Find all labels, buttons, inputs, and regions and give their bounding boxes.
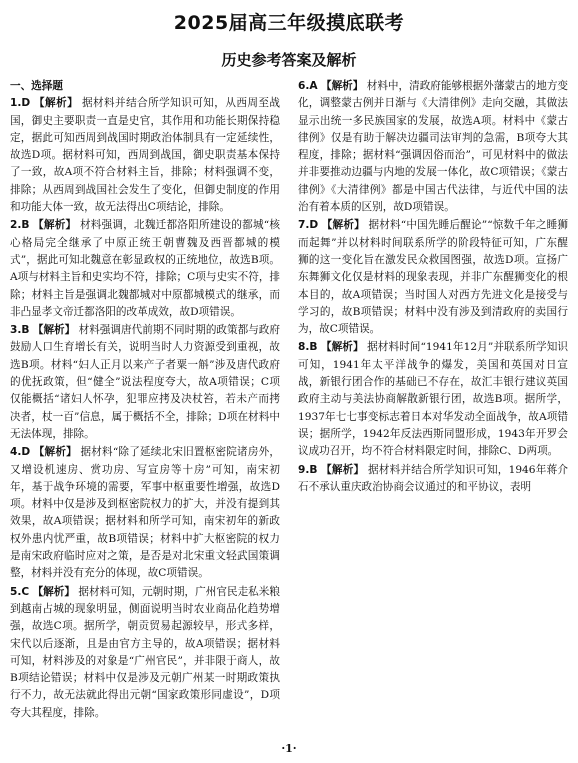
question-4 (10, 444, 280, 582)
question-explanation: 材料强调，北魏迁都洛阳所建设的都城“核心格局完全继承了中原正统王朝曹魏及西晋都城的模式”，据此可知北魏意在彰显政权的正统地位，故选B项。A项与材料主旨和史实均不符，排除；C项与史实不符，排除；材料主旨是强调北魏都城对中原都城模式的继承，而非凸显孝文帝迁都洛阳的改革成效，故D项错误。 (10, 219, 281, 318)
analysis-tag: 【解析】 (32, 324, 76, 337)
question-number: 6.A (298, 80, 318, 92)
question-7 (298, 217, 568, 338)
question-number: 1.D (10, 97, 31, 110)
analysis-tag: 【解析】 (321, 219, 365, 232)
question-number: 3.B (10, 324, 30, 337)
analysis-tag: 【解析】 (33, 446, 77, 459)
question-1 (10, 95, 280, 216)
exam-title: 2025届高三年级摸底联考 (173, 12, 405, 34)
question-number: 4.D (10, 446, 31, 459)
question-number: 7.D (298, 219, 319, 232)
question-8 (298, 339, 568, 460)
answer-columns (10, 78, 568, 722)
left-column (10, 78, 280, 722)
page-number: ·1· (281, 742, 297, 755)
question-explanation: 据材料可知，元朝时期，广州官民走私米粮到越南占城的现象明显，侧面说明当时农业商品化趋势增强，故选C项。据所学，朝贡贸易起源较早，形式多样，宋代以后逐渐，且是由官方主导的，故A项错误；据材料可知，材料涉及的对象是“广州官民”，并非限于商人，故B项结论错误；材料中仅是涉及元朝广州某一时期政策执行不力，故无法就此得出元朝“国家政策形同虚设”，D项夸大其程度，排除。 (10, 585, 281, 719)
analysis-tag: 【解析】 (320, 341, 364, 354)
question-number: 9.B (298, 463, 318, 476)
right-column (298, 78, 568, 722)
analysis-tag: 【解析】 (320, 80, 364, 92)
question-number: 8.B (298, 341, 318, 354)
section-heading: 一、选择题 (10, 80, 63, 92)
question-3 (10, 322, 280, 443)
question-explanation: 据材料并结合所学知识可知，从西周至战国，御史主要职责一直是史官，其作用和功能长期保持稳定，据此可知西周到战国时期政治体制具有一定延续性，故选D项。据材料可知，西周到战国，御史职责基本保持了一致，故A项不符合材料主旨，排除；材料强调不变，排除；从西周到战国社会发生了变化，但御史制度的作用和功能大体一致，故无法得出C项结论，排除。 (10, 97, 281, 214)
question-2 (10, 217, 280, 321)
question-explanation: 据材料“中国先睡后醒论”“惊数千年之睡狮而起舞”并以材料时间联系所学的阶段特征可知，广东醒狮的这一变化旨在激发民众救国图强，故选D项。宣扬广东舞狮文化仅是材料的现象表现，并非广东醒狮变化的根本目的，故A项错误；当时国人对西方先进文化是接受与学习的，故B项错误；材料中没有涉及到清政府的卖国行为，故C项错误。 (298, 219, 569, 336)
question-number: 5.C (10, 585, 30, 598)
question-9 (298, 462, 568, 497)
question-5 (10, 584, 280, 722)
analysis-tag: 【解析】 (33, 219, 77, 232)
question-explanation: 据材料并结合所学知识可知，1946年蒋介石不承认重庆政治协商会议通过的和平协议，表明 (298, 463, 568, 493)
exam-subtitle: 历史参考答案及解析 (221, 51, 357, 69)
question-6 (298, 78, 568, 216)
analysis-tag: 【解析】 (32, 585, 76, 598)
question-explanation: 材料强调唐代前期不同时期的政策都与政府鼓励人口生育增长有关，说明当时人力资源受到重视，故选B项。材料“妇人正月以来产子者粟一斛”涉及唐代政府的优抚政策，但“健全”说法程度夸大，故A项错误；C项仅能概括“诸妇人怀孕，犯罪应拷及决杖笞，若未产而拷决者，杖一百”信息，属于概括不全，排除；D项在材料中无法体现，排除。 (10, 324, 281, 440)
question-explanation: 材料中，清政府能够根据外藩蒙古的地方变化，调整蒙古例并日渐与《大清律例》走向交融，其做法显示出统一多民族国家的发展，故选A项。材料中《蒙古律例》仅是有助于解决边疆司法审判的急需，B项夸大其程度，排除；据材料“强调因俗而治”，可见材料中的做法并非要推动边疆与内地的发展一体化，故C项错误；《蒙古律例》《大清律例》都是中国古代法律，与近代中国的法治有着本质的区别，故D项错误。 (298, 80, 569, 214)
analysis-tag: 【解析】 (34, 97, 79, 110)
question-number: 2.B (10, 219, 30, 232)
analysis-tag: 【解析】 (321, 463, 365, 476)
question-explanation: 据材料时间“1941年12月”并联系所学知识可知，1941年太平洋战争的爆发，美国和英国对日宣战，新银行团合作的基础已不存在，故汇丰银行建议英国政府主动与美法协商解散新银行团，故选B项。据所学，1937年七七事变标志着日本对华发动全面战争，故A项错误；据所学，1942年反法西斯同盟形成，1943年开罗会议成功召开，均不符合材料限定时间，排除C、D两项。 (298, 341, 568, 458)
question-explanation: 据材料“除了延续北宋旧置枢密院诸房外，又增设机速房、赏功房、写宣房等十房”可知，南宋初年，基于战争环境的需要，军事中枢重要性增强，故选D项。材料中仅是涉及到枢密院权力的扩大，并没有提到其效果，故A项错误；据材料和所学可知，南宋初年的新政权外患内忧严重，故B项错误；材料中扩大枢密院的权力是南宋政府临时应对之策，是否是对北宋重文轻武国策调整，材料并没有充分的体现，故C项错误。 (10, 446, 280, 580)
